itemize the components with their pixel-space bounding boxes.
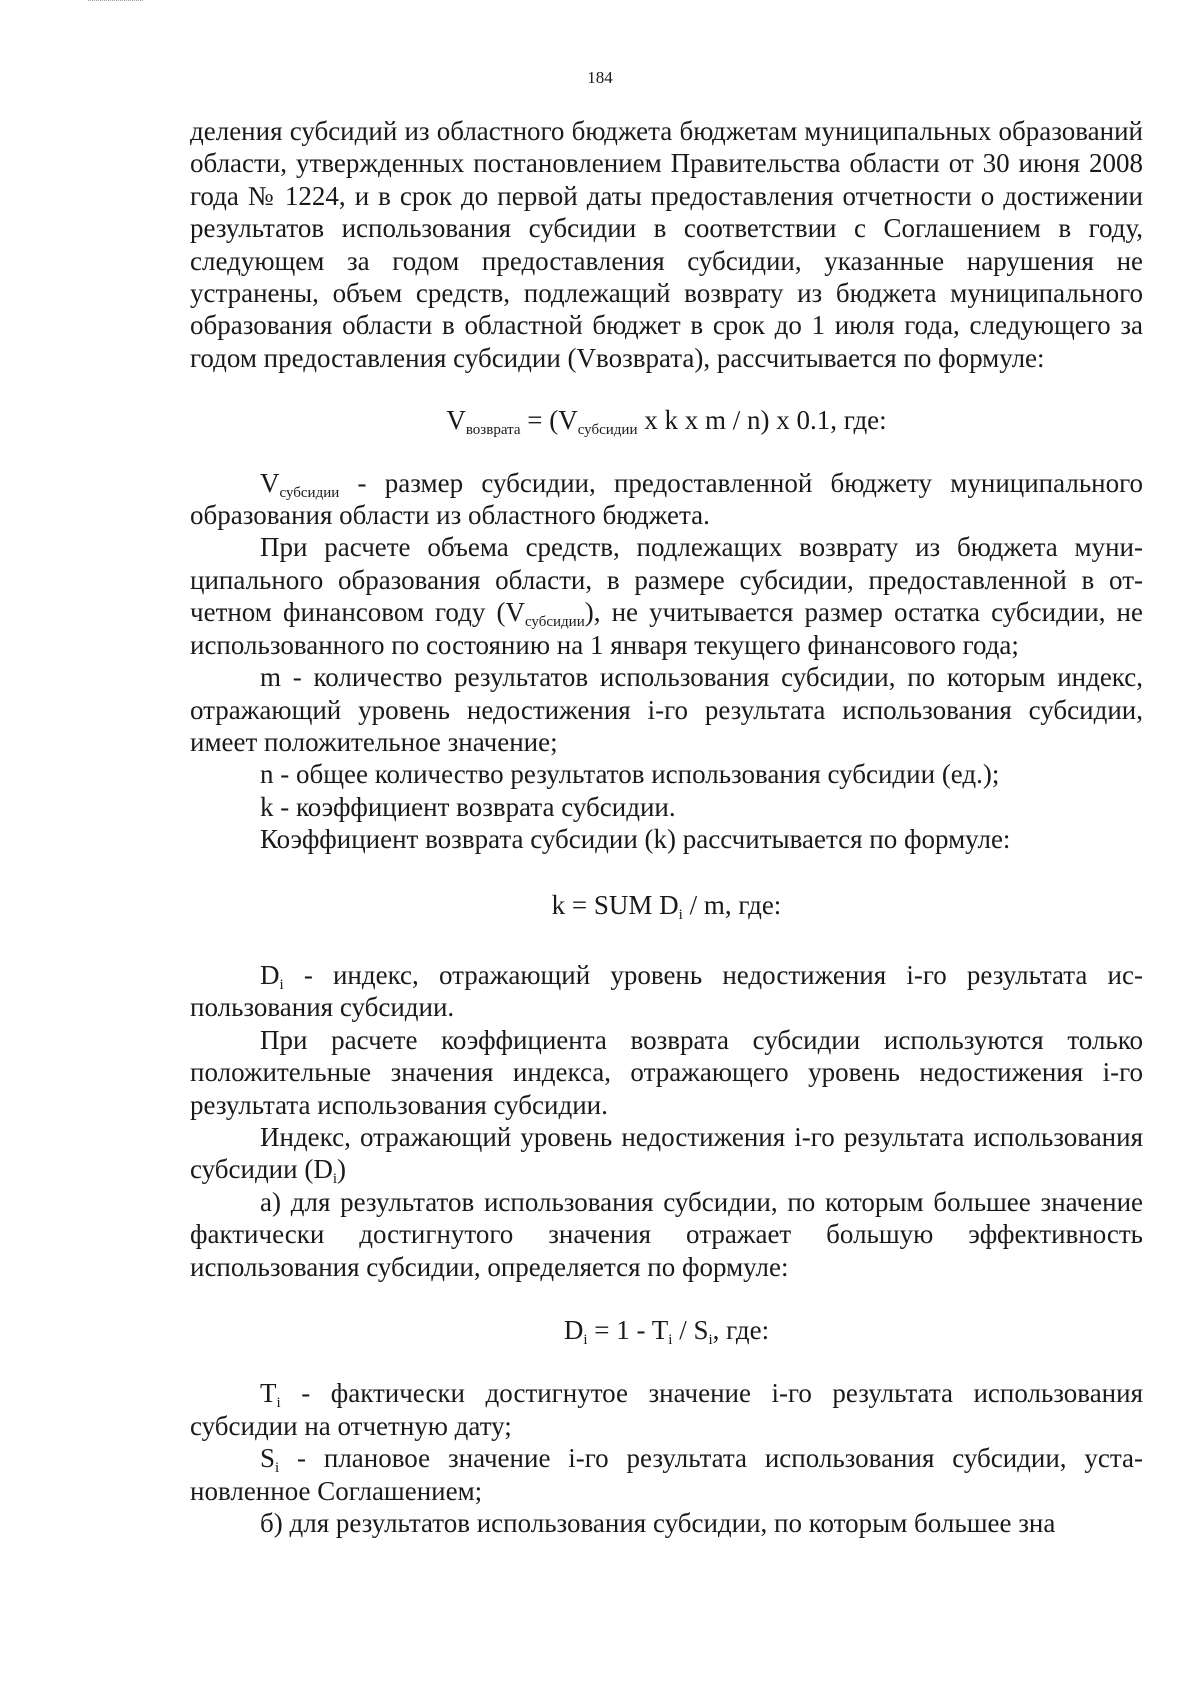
paragraph-m-definition: m - количество результатов использования субсидии, по которым индекс, отражающий уровень недостижения i-го результата использования субсидии, имеет положительное значение; [190, 662, 1143, 757]
paragraph-text: Индекс, отражающий уровень недостижения i-го результата использования субсидии (D [190, 1121, 1143, 1185]
paragraph-calculation-note [190, 531, 1143, 661]
formula-coefficient [190, 889, 1143, 921]
subscript: i [275, 1460, 280, 1477]
paragraph-k-intro: Коэффициент возврата субсидии (k) рассчитывается по формуле: [260, 824, 1011, 855]
paragraph-text: При расчете объема средств, подлежащих возврату из бюджета муниципального образования области, в размере субсидии, предоставленной в отчетном финансовом году (V [190, 532, 1143, 628]
paragraph-index-intro [190, 1121, 1143, 1186]
paragraph-case-a: а) для результатов использования субсидии, по которым большее значение фактически достигнутого значения отражает большую эффективность использования субсидии, определяется по формуле: [190, 1186, 1143, 1282]
subscript: субсидии [279, 484, 340, 501]
subscript: i [279, 976, 284, 993]
paragraph-case-b: б) для результатов использования субсидии, по которым большее зна [260, 1508, 1056, 1539]
paragraph-t-definition [190, 1377, 1143, 1442]
formula-text: = 1 - T [587, 1315, 669, 1345]
formula-return-volume [190, 404, 1143, 439]
subscript: субсидии [524, 614, 585, 631]
paragraph-text: - индекс, отражающий уровень недостижения i-го результата использования субсидии. [190, 959, 1143, 1023]
paragraph-continuation: деления субсидий из областного бюджета бюджетам муниципальных образований области, утвержденных постановлением Правительства области от 30 июня 2008 года № 1224, и в срок до первой даты предоставления отчетности о достижении результатов использования субсидии в соответствии с Соглашением в году, следующем за годом предоставления субсидии, указанные нарушения не устранены, объем средств, подлежащий возврату из бюджета муниципального образования области в областной бюджет в срок до 1 июля года, следующего за годом предоставления субсидии (Vвозврата), рассчитывается по формуле: [190, 116, 1143, 373]
formula-subscript: i [668, 1332, 673, 1348]
formula-text: / m, где: [682, 889, 782, 920]
formula-subscript: возврата [465, 422, 521, 439]
subscript: i [276, 1395, 281, 1412]
page-number: 184 [587, 68, 613, 87]
paragraph-text: ) [337, 1154, 346, 1185]
formula-subscript: субсидии [577, 422, 638, 439]
symbol: T [260, 1378, 277, 1409]
symbol: D [260, 959, 280, 990]
symbol: S [260, 1443, 276, 1474]
formula-subscript: i [583, 1332, 588, 1348]
paragraph-s-definition [190, 1442, 1143, 1507]
paragraph-text: - размер субсидии, предоставленной бюджету муниципального образования области из областного бюджета. [190, 467, 1143, 531]
formula-text: = (V [520, 405, 578, 436]
paragraph-text: - фактически достигнутое значение i-го результата использования субсидии на отчетную дату; [190, 1378, 1143, 1441]
subscript: i [332, 1171, 337, 1188]
paragraph-n-definition: n - общее количество результатов использования субсидии (ед.); [260, 759, 1000, 790]
document-body [190, 115, 1143, 1539]
scan-artifact [88, 0, 143, 4]
formula-subscript: i [708, 1332, 713, 1348]
paragraph-text: ), не учитывается размер остатка субсидии, не использованного по состоянию на 1 января текущего финансового года; [190, 597, 1143, 660]
paragraph-v-subsidy-definition [190, 467, 1143, 532]
paragraph-k-definition: k - коэффициент возврата субсидии. [260, 791, 676, 822]
paragraph-text: - плановое значение i-го результата использования субсидии, установленное Соглашением; [190, 1443, 1143, 1506]
paragraph-d-definition [190, 959, 1143, 1024]
paragraph-positive-values: При расчете коэффициента возврата субсидии используются только положительные значения индекса, отражающего уровень недостижения i-го результата использования субсидии. [190, 1024, 1143, 1120]
formula-text: k = SUM D [551, 889, 679, 920]
formula-text: / S [672, 1315, 709, 1345]
formula-symbol: V [446, 405, 466, 436]
formula-subscript: i [678, 906, 683, 923]
formula-text: x k x m / n) x 0.1, где: [637, 405, 887, 436]
formula-text: D [563, 1315, 584, 1345]
formula-index [190, 1314, 1143, 1346]
symbol: V [260, 467, 280, 498]
formula-text: , где: [712, 1315, 770, 1345]
